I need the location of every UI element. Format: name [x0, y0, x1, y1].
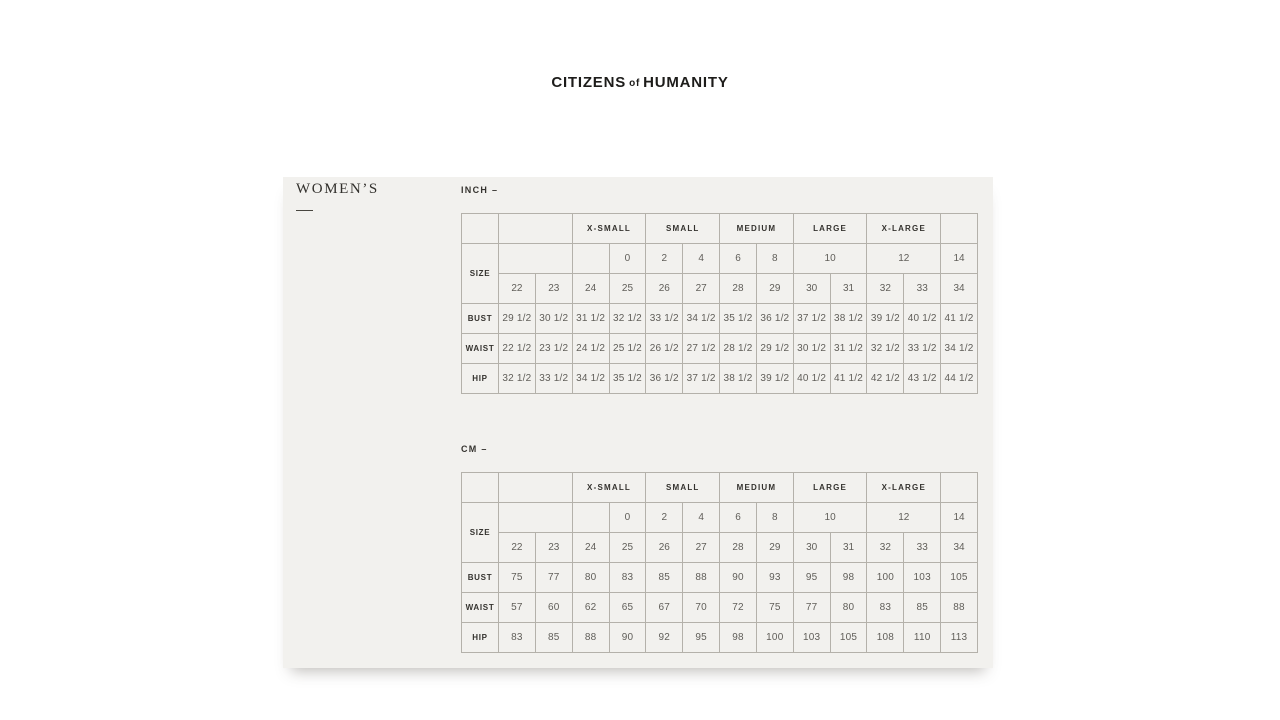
- denim-size-cell: 28: [720, 533, 757, 563]
- denim-size-cell: 32: [867, 274, 904, 304]
- measurement-value-cell: 72: [720, 593, 757, 623]
- numeric-size-cell: 10: [793, 244, 867, 274]
- measurement-value-cell: 30 1/2: [793, 334, 830, 364]
- size-group-header: MEDIUM: [720, 214, 794, 244]
- size-group-header: X-LARGE: [867, 473, 941, 503]
- measurement-value-cell: 90: [609, 623, 646, 653]
- size-row-label: SIZE: [462, 244, 499, 304]
- size-group-header: MEDIUM: [720, 473, 794, 503]
- measurement-row-label: BUST: [462, 563, 499, 593]
- numeric-size-cell: 14: [941, 503, 978, 533]
- measurement-value-cell: 83: [609, 563, 646, 593]
- denim-size-cell: 28: [720, 274, 757, 304]
- denim-size-cell: 23: [535, 533, 572, 563]
- measurement-value-cell: 85: [535, 623, 572, 653]
- measurement-value-cell: 32 1/2: [609, 304, 646, 334]
- numeric-size-cell: 12: [867, 503, 941, 533]
- inch-size-table: [461, 213, 978, 394]
- measurement-value-cell: 90: [720, 563, 757, 593]
- measurement-row-label: WAIST: [462, 334, 499, 364]
- denim-size-cell: 33: [904, 274, 941, 304]
- measurement-value-cell: 24 1/2: [572, 334, 609, 364]
- measurement-value-cell: 88: [572, 623, 609, 653]
- numeric-size-cell: 6: [720, 503, 757, 533]
- denim-size-cell: 27: [683, 274, 720, 304]
- measurement-value-cell: 39 1/2: [756, 364, 793, 394]
- measurement-value-cell: 35 1/2: [609, 364, 646, 394]
- measurement-value-cell: 77: [535, 563, 572, 593]
- measurement-value-cell: 85: [904, 593, 941, 623]
- measurement-value-cell: 30 1/2: [535, 304, 572, 334]
- denim-size-cell: 24: [572, 274, 609, 304]
- measurement-value-cell: 108: [867, 623, 904, 653]
- denim-size-cell: 29: [756, 274, 793, 304]
- numeric-size-cell: 4: [683, 244, 720, 274]
- measurement-value-cell: 36 1/2: [756, 304, 793, 334]
- measurement-value-cell: 92: [646, 623, 683, 653]
- measurement-value-cell: 113: [941, 623, 978, 653]
- measurement-value-cell: 60: [535, 593, 572, 623]
- measurement-value-cell: 93: [756, 563, 793, 593]
- denim-size-cell: 34: [941, 274, 978, 304]
- title-underline-dash: [296, 210, 313, 211]
- measurement-value-cell: 42 1/2: [867, 364, 904, 394]
- measurement-value-cell: 37 1/2: [683, 364, 720, 394]
- measurement-value-cell: 98: [830, 563, 867, 593]
- denim-size-cell: 34: [941, 533, 978, 563]
- measurement-value-cell: 98: [720, 623, 757, 653]
- measurement-value-cell: 65: [609, 593, 646, 623]
- measurement-value-cell: 77: [793, 593, 830, 623]
- empty-group-cell: [941, 214, 978, 244]
- numeric-size-cell: 2: [646, 244, 683, 274]
- measurement-value-cell: 29 1/2: [756, 334, 793, 364]
- measurement-row-label: BUST: [462, 304, 499, 334]
- measurement-value-cell: 62: [572, 593, 609, 623]
- measurement-value-cell: 41 1/2: [830, 364, 867, 394]
- measurement-value-cell: 88: [941, 593, 978, 623]
- numeric-size-cell: 12: [867, 244, 941, 274]
- denim-size-cell: 25: [609, 274, 646, 304]
- measurement-row-label: HIP: [462, 623, 499, 653]
- size-group-header: X-SMALL: [572, 214, 646, 244]
- measurement-value-cell: 88: [683, 563, 720, 593]
- measurement-value-cell: 85: [646, 563, 683, 593]
- brand-logo-of: of: [629, 78, 641, 89]
- denim-size-cell: 23: [535, 274, 572, 304]
- measurement-value-cell: 75: [499, 563, 536, 593]
- measurement-value-cell: 95: [793, 563, 830, 593]
- denim-size-cell: 25: [609, 533, 646, 563]
- measurement-value-cell: 40 1/2: [904, 304, 941, 334]
- size-group-header: LARGE: [793, 473, 867, 503]
- empty-size-cell: [499, 244, 573, 274]
- measurement-value-cell: 105: [941, 563, 978, 593]
- numeric-size-cell: 0: [609, 503, 646, 533]
- measurement-value-cell: 29 1/2: [499, 304, 536, 334]
- measurement-value-cell: 32 1/2: [867, 334, 904, 364]
- empty-size-cell: [499, 503, 573, 533]
- denim-size-cell: 27: [683, 533, 720, 563]
- measurement-value-cell: 100: [867, 563, 904, 593]
- numeric-size-cell: 8: [756, 244, 793, 274]
- measurement-value-cell: 28 1/2: [720, 334, 757, 364]
- measurement-value-cell: 35 1/2: [720, 304, 757, 334]
- brand-logo-citizens: CITIZENS: [551, 74, 627, 91]
- measurement-value-cell: 83: [499, 623, 536, 653]
- numeric-size-cell: 8: [756, 503, 793, 533]
- measurement-value-cell: 44 1/2: [941, 364, 978, 394]
- measurement-value-cell: 32 1/2: [499, 364, 536, 394]
- measurement-value-cell: 38 1/2: [720, 364, 757, 394]
- empty-group-cell: [499, 214, 573, 244]
- measurement-value-cell: 80: [830, 593, 867, 623]
- numeric-size-cell: 10: [793, 503, 867, 533]
- denim-size-cell: 30: [793, 274, 830, 304]
- measurement-value-cell: 70: [683, 593, 720, 623]
- measurement-value-cell: 25 1/2: [609, 334, 646, 364]
- measurement-value-cell: 105: [830, 623, 867, 653]
- measurement-value-cell: 110: [904, 623, 941, 653]
- corner-cell: [462, 214, 499, 244]
- brand-logo-humanity: HUMANITY: [643, 74, 729, 91]
- size-guide-panel: [283, 177, 993, 668]
- denim-size-cell: 24: [572, 533, 609, 563]
- measurement-value-cell: 95: [683, 623, 720, 653]
- denim-size-cell: 32: [867, 533, 904, 563]
- measurement-value-cell: 31 1/2: [572, 304, 609, 334]
- measurement-value-cell: 103: [793, 623, 830, 653]
- denim-size-cell: 31: [830, 533, 867, 563]
- numeric-size-cell: 14: [941, 244, 978, 274]
- unit-label-inch: INCH –: [461, 185, 499, 195]
- numeric-size-cell: 4: [683, 503, 720, 533]
- category-title: WOMEN’S: [296, 181, 379, 197]
- corner-cell: [462, 473, 499, 503]
- numeric-size-cell: 0: [609, 244, 646, 274]
- unit-label-cm: CM –: [461, 444, 488, 454]
- measurement-value-cell: 36 1/2: [646, 364, 683, 394]
- size-group-header: SMALL: [646, 473, 720, 503]
- denim-size-cell: 22: [499, 274, 536, 304]
- measurement-value-cell: 67: [646, 593, 683, 623]
- measurement-value-cell: 26 1/2: [646, 334, 683, 364]
- brand-logo: [0, 74, 1280, 91]
- measurement-value-cell: 57: [499, 593, 536, 623]
- measurement-value-cell: 75: [756, 593, 793, 623]
- denim-size-cell: 30: [793, 533, 830, 563]
- numeric-size-cell: 6: [720, 244, 757, 274]
- measurement-value-cell: 33 1/2: [535, 364, 572, 394]
- empty-size-cell: [572, 244, 609, 274]
- size-row-label: SIZE: [462, 503, 499, 563]
- measurement-value-cell: 22 1/2: [499, 334, 536, 364]
- measurement-value-cell: 31 1/2: [830, 334, 867, 364]
- measurement-value-cell: 40 1/2: [793, 364, 830, 394]
- measurement-value-cell: 80: [572, 563, 609, 593]
- measurement-value-cell: 33 1/2: [646, 304, 683, 334]
- measurement-value-cell: 37 1/2: [793, 304, 830, 334]
- size-group-header: LARGE: [793, 214, 867, 244]
- cm-section: [461, 444, 978, 653]
- measurement-value-cell: 33 1/2: [904, 334, 941, 364]
- measurement-row-label: HIP: [462, 364, 499, 394]
- denim-size-cell: 26: [646, 274, 683, 304]
- measurement-value-cell: 83: [867, 593, 904, 623]
- empty-size-cell: [572, 503, 609, 533]
- denim-size-cell: 22: [499, 533, 536, 563]
- size-group-header: SMALL: [646, 214, 720, 244]
- empty-group-cell: [941, 473, 978, 503]
- cm-size-table: [461, 472, 978, 653]
- denim-size-cell: 31: [830, 274, 867, 304]
- denim-size-cell: 26: [646, 533, 683, 563]
- measurement-value-cell: 34 1/2: [683, 304, 720, 334]
- measurement-value-cell: 43 1/2: [904, 364, 941, 394]
- numeric-size-cell: 2: [646, 503, 683, 533]
- denim-size-cell: 29: [756, 533, 793, 563]
- measurement-value-cell: 103: [904, 563, 941, 593]
- measurement-value-cell: 100: [756, 623, 793, 653]
- size-group-header: X-SMALL: [572, 473, 646, 503]
- measurement-value-cell: 39 1/2: [867, 304, 904, 334]
- measurement-value-cell: 27 1/2: [683, 334, 720, 364]
- measurement-value-cell: 38 1/2: [830, 304, 867, 334]
- measurement-value-cell: 41 1/2: [941, 304, 978, 334]
- measurement-value-cell: 34 1/2: [941, 334, 978, 364]
- denim-size-cell: 33: [904, 533, 941, 563]
- measurement-value-cell: 23 1/2: [535, 334, 572, 364]
- empty-group-cell: [499, 473, 573, 503]
- measurement-value-cell: 34 1/2: [572, 364, 609, 394]
- inch-section: [461, 185, 978, 394]
- measurement-row-label: WAIST: [462, 593, 499, 623]
- size-group-header: X-LARGE: [867, 214, 941, 244]
